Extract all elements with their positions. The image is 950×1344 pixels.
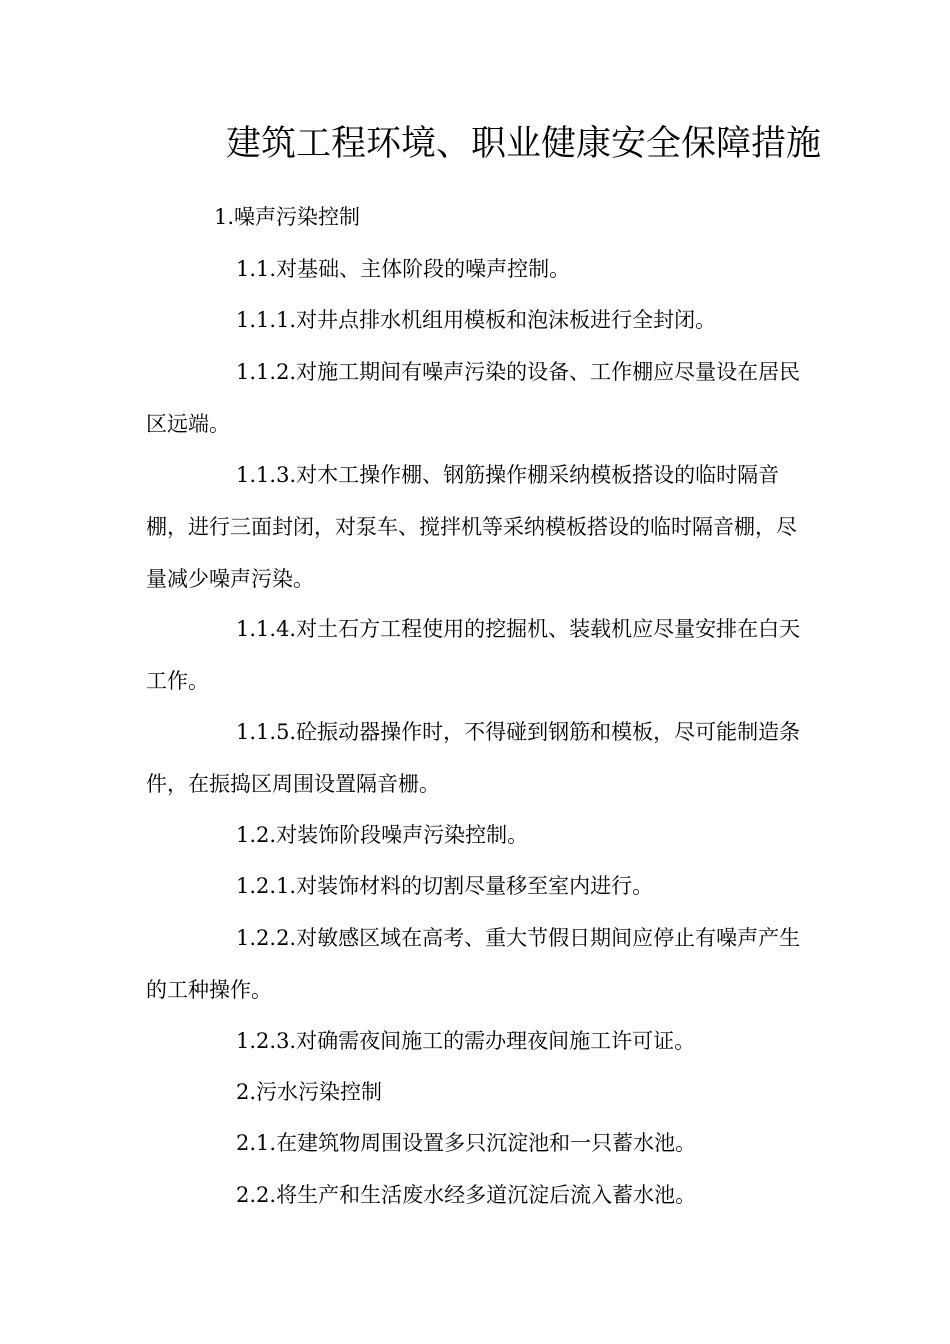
paragraph-2-2: 2.2.将生产和生活废水经多道沉淀后流入蓄水池。 (236, 1183, 697, 1207)
document-title: 建筑工程环境、职业健康安全保障措施 (226, 124, 822, 164)
paragraph-1-1-1: 1.1.1.对井点排水机组用模板和泡沫板进行全封闭。 (236, 308, 717, 332)
paragraph-1-1-4: 1.1.4.对土石方工程使用的挖掘机、装载机应尽量安排在白天工作。 (146, 617, 801, 693)
paragraph-1-1-5: 1.1.5.砼振动器操作时，不得碰到钢筋和模板，尽可能制造条件，在振捣区周围设置隔音栅。 (146, 720, 801, 796)
paragraph-1-1-2: 1.1.2.对施工期间有噪声污染的设备、工作棚应尽量设在居民区远端。 (146, 360, 801, 436)
paragraph-1-1-3: 1.1.3.对木工操作棚、钢筋操作棚采纳模板搭设的临时隔音棚，进行三面封闭，对泵车、搅拌机等采纳模板搭设的临时隔音棚，尽量减少噪声污染。 (146, 463, 797, 591)
paragraph-1: 1.噪声污染控制 (214, 205, 361, 229)
paragraph-1-2: 1.2.对装饰阶段噪声污染控制。 (236, 823, 529, 847)
paragraph-1-2-1: 1.2.1.对装饰材料的切割尽量移至室内进行。 (236, 874, 654, 898)
paragraph-1-2-2: 1.2.2.对敏感区域在高考、重大节假日期间应停止有噪声产生的工种操作。 (146, 926, 801, 1002)
paragraph-2-1: 2.1.在建筑物周围设置多只沉淀池和一只蓄水池。 (236, 1131, 697, 1155)
paragraph-1-1: 1.1.对基础、主体阶段的噪声控制。 (236, 257, 571, 281)
paragraph-2: 2.污水污染控制 (236, 1080, 383, 1104)
paragraph-1-2-3: 1.2.3.对确需夜间施工的需办理夜间施工许可证。 (236, 1029, 696, 1053)
